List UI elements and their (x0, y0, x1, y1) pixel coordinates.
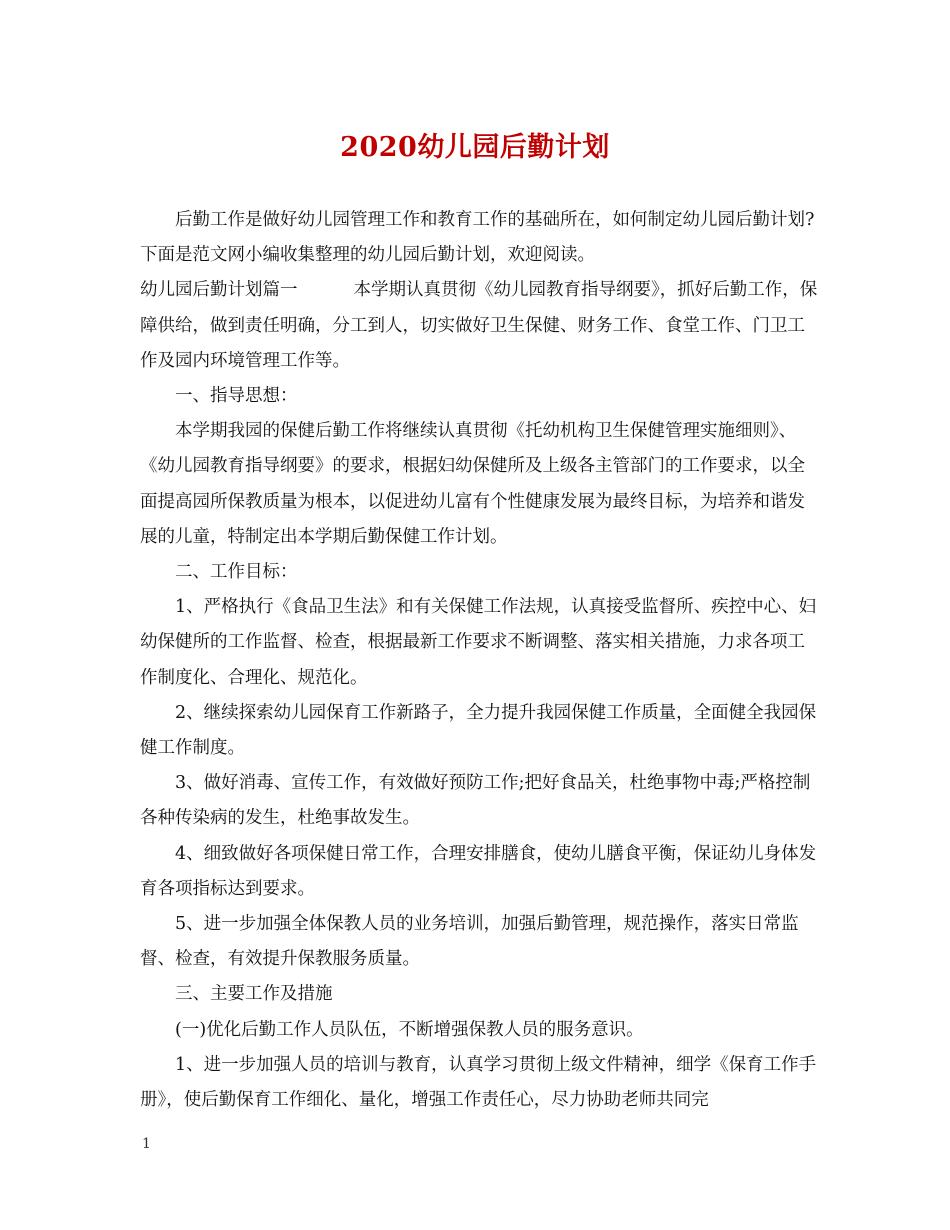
heading-work-goals: 二、工作目标： (175, 562, 298, 583)
goal-item-2: 2、继续探索幼儿园保育工作新路子，全力提升我园保健工作质量，全面健全我园保健工作制度。 (140, 702, 817, 759)
measure-item-1: 1、进一步加强人员的培训与教育，认真学习贯彻上级文件精神，细学《保育工作手册》，使后勤保育工作细化、量化，增强工作责任心，尽力协助老师共同完 (140, 1054, 817, 1111)
heading-main-work: 三、主要工作及措施 (175, 984, 333, 1005)
section-heading: 幼儿园后勤计划篇一 (140, 280, 298, 301)
heading-guiding-thought: 一、指导思想： (175, 386, 298, 407)
guiding-thought-paragraph: 本学期我园的保健后勤工作将继续认真贯彻《托幼机构卫生保健管理实施细则》、《幼儿园教育指导纲要》的要求，根据妇幼保健所及上级各主管部门的工作要求，以全面提高园所保教质量为根本，以促进幼儿富有个性健康发展为最终目标，为培养和谐发展的儿童，特制定出本学期后勤保健工作计划。 (140, 421, 805, 547)
document-body (140, 203, 820, 1118)
intro-paragraph: 后勤工作是做好幼儿园管理工作和教育工作的基础所在，如何制定幼儿园后勤计划?下面是范文网小编收集整理的幼儿园后勤计划，欢迎阅读。 (140, 210, 815, 266)
goal-item-3: 3、做好消毒、宣传工作，有效做好预防工作;把好食品关，杜绝事物中毒;严格控制各种传染病的发生，杜绝事故发生。 (140, 773, 811, 829)
goal-item-4: 4、细致做好各项保健日常工作，合理安排膳食，使幼儿膳食平衡，保证幼儿身体发育各项指标达到要求。 (140, 843, 817, 899)
subheading-optimize-staff: (一)优化后勤工作人员队伍，不断增强保教人员的服务意识。 (175, 1019, 644, 1040)
section-intro: 本学期认真贯彻《幼儿园教育指导纲要》，抓好后勤工作，保障供给，做到责任明确，分工到人，切实做好卫生保健、财务工作、食堂工作、门卫工作及园内环境管理工作等。 (140, 280, 818, 371)
goal-item-1: 1、严格执行《食品卫生法》和有关保健工作法规，认真接受监督所、疾控中心、妇幼保健所的工作监督、检查，根据最新工作要求不断调整、落实相关措施，力求各项工作制度化、合理化、规范化。 (140, 597, 817, 688)
page-number: 1 (142, 1136, 151, 1152)
goal-item-5: 5、进一步加强全体保教人员的业务培训，加强后勤管理，规范操作，落实日常监督、检查，有效提升保教服务质量。 (140, 914, 799, 970)
section-paragraph (140, 273, 820, 379)
document-title: 2020幼儿园后勤计划 (340, 132, 610, 163)
